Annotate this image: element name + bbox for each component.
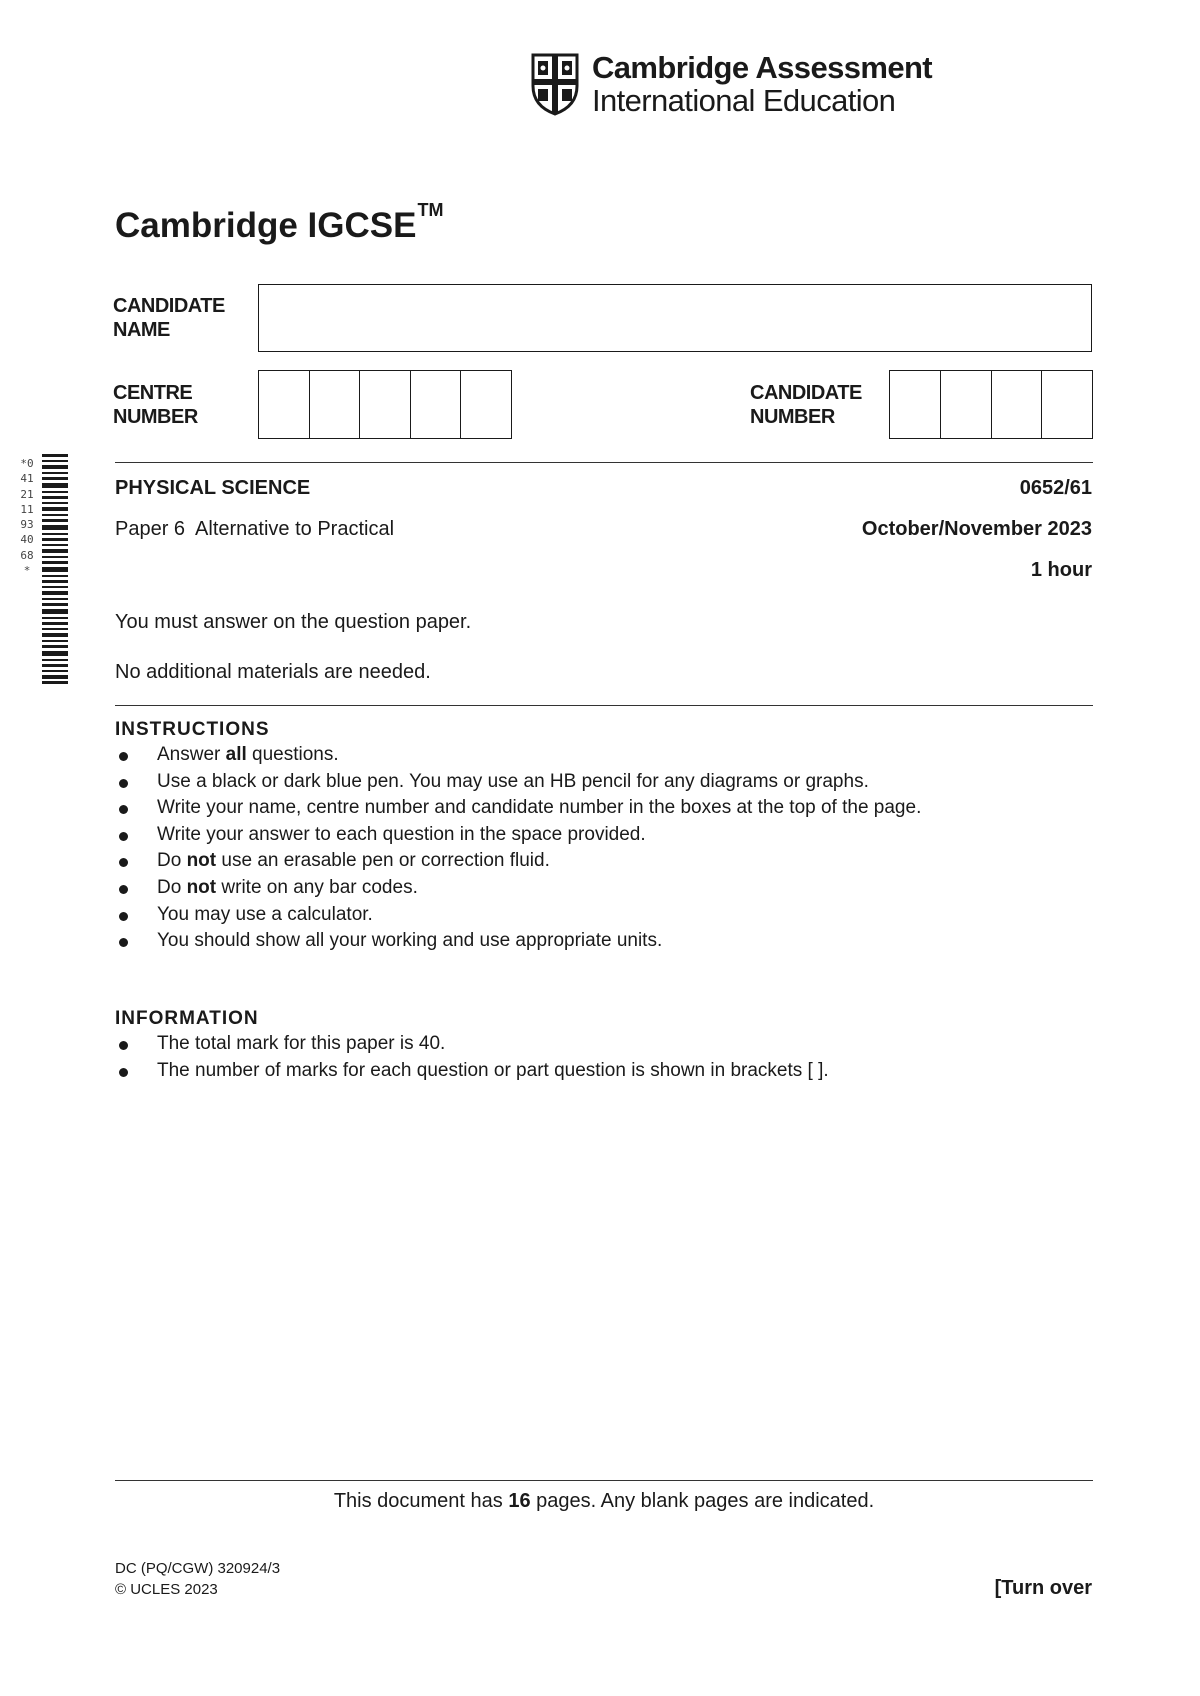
instruction-item: You should show all your working and use appropriate units. (115, 928, 921, 955)
instructions-list (115, 742, 921, 955)
exam-session: October/November 2023 (861, 518, 1092, 540)
candidate-number-cell[interactable] (1042, 371, 1092, 438)
instruction-item: Do not write on any bar codes. (115, 875, 921, 902)
exam-duration: 1 hour (1030, 559, 1092, 581)
information-item: The total mark for this paper is 40. (115, 1031, 829, 1058)
crest-icon (530, 52, 580, 116)
information-item: The number of marks for each question or part question is shown in brackets [ ]. (115, 1058, 829, 1085)
turn-over: [Turn over (994, 1577, 1092, 1599)
document-reference (115, 1558, 280, 1600)
candidate-number-cell[interactable] (992, 371, 1043, 438)
centre-number-cell[interactable] (411, 371, 462, 438)
candidate-number-label-line2: NUMBER (750, 406, 835, 428)
answer-note: You must answer on the question paper. (115, 611, 472, 633)
logo-line1: Cambridge Assessment (592, 50, 933, 85)
candidate-name-label (113, 294, 225, 342)
centre-number-label-line1: CENTRE (113, 382, 193, 404)
instruction-item: Write your name, centre number and candidate number in the boxes at the top of the page. (115, 795, 921, 822)
paper-title: Paper 6 Alternative to Practical (115, 518, 395, 540)
centre-number-cell[interactable] (461, 371, 511, 438)
instruction-item: You may use a calculator. (115, 902, 921, 929)
information-list (115, 1031, 829, 1084)
instruction-item: Use a black or dark blue pen. You may use an HB pencil for any diagrams or graphs. (115, 769, 921, 796)
centre-number-label (113, 381, 198, 429)
materials-note: No additional materials are needed. (115, 661, 431, 683)
logo-line2: International Education (592, 83, 896, 118)
subject-title: PHYSICAL SCIENCE (115, 477, 311, 499)
centre-number-cell[interactable] (310, 371, 361, 438)
candidate-number-label (750, 381, 862, 429)
barcode (42, 454, 68, 684)
candidate-number-boxes (889, 370, 1093, 439)
paper-code: 0652/61 (1019, 477, 1092, 499)
barcode-digits: *0412111934068* (20, 457, 34, 578)
candidate-number-cell[interactable] (890, 371, 941, 438)
information-title: INFORMATION (115, 1008, 259, 1029)
trademark: TM (417, 200, 444, 221)
centre-number-boxes (258, 370, 512, 439)
candidate-name-label-line2: NAME (113, 319, 170, 341)
divider (115, 1480, 1093, 1481)
centre-number-label-line2: NUMBER (113, 406, 198, 428)
copyright: © UCLES 2023 (115, 1581, 218, 1598)
brand-name: Cambridge IGCSE (115, 206, 417, 245)
candidate-number-cell[interactable] (941, 371, 992, 438)
cambridge-logo (530, 50, 933, 118)
candidate-number-label-line1: CANDIDATE (750, 382, 862, 404)
divider (115, 705, 1093, 706)
reference-code: DC (PQ/CGW) 320924/3 (115, 1560, 281, 1577)
instruction-item: Answer all questions. (115, 742, 921, 769)
instructions-title: INSTRUCTIONS (115, 719, 270, 740)
candidate-name-label-line1: CANDIDATE (113, 295, 225, 317)
divider (115, 462, 1093, 463)
instruction-item: Do not use an erasable pen or correction fluid. (115, 848, 921, 875)
centre-number-cell[interactable] (259, 371, 310, 438)
qualification-title (115, 200, 444, 246)
candidate-name-input[interactable] (258, 284, 1092, 352)
centre-number-cell[interactable] (360, 371, 411, 438)
instruction-item: Write your answer to each question in the space provided. (115, 822, 921, 849)
page-count-note: This document has 16 pages. Any blank pages are indicated. (333, 1490, 875, 1512)
